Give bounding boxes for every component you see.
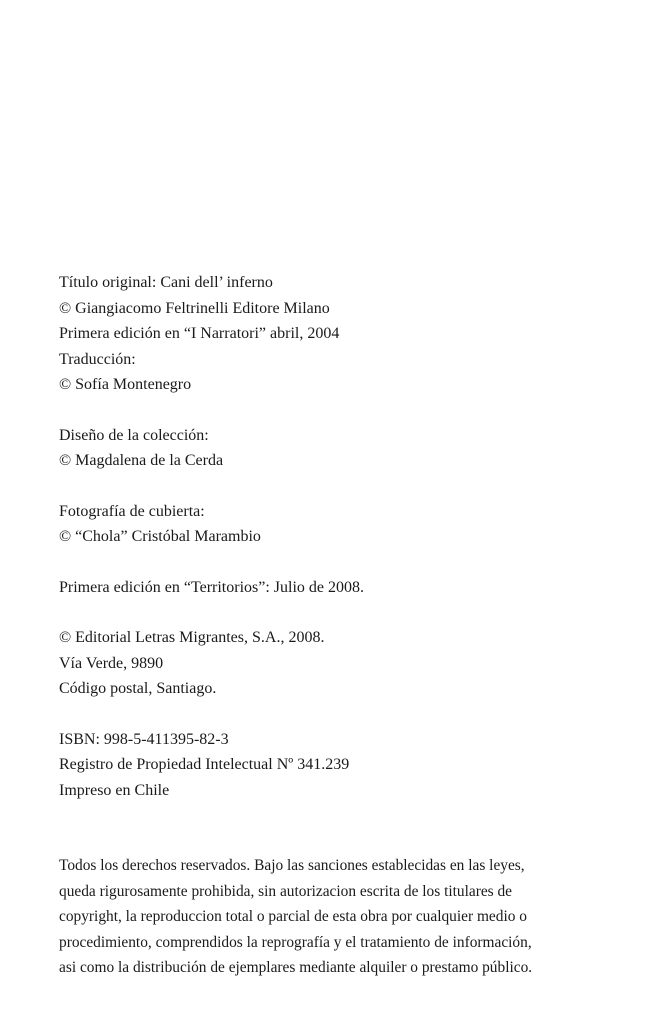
spacer	[59, 600, 619, 625]
spacer	[59, 398, 619, 423]
isbn-line: ISBN: 998-5-411395-82-3	[59, 730, 229, 748]
spacer	[59, 474, 619, 499]
original-copyright-line: © Giangiacomo Feltrinelli Editore Milano	[59, 299, 330, 317]
legal-line: asi como la distribución de ejemplares mediante alquiler o prestamo público.	[59, 959, 533, 976]
copyright-page	[59, 270, 619, 981]
spacer	[59, 550, 619, 575]
edition-block	[59, 575, 619, 601]
cover-photo-label: Fotografía de cubierta:	[59, 502, 205, 520]
territorios-edition-line: Primera edición en “Territorios”: Julio de 2008.	[59, 578, 365, 596]
publisher-block	[59, 625, 619, 702]
legal-line: procedimiento, comprendidos la reprografía y el tratamiento de información,	[59, 933, 532, 951]
publisher-copyright-line: © Editorial Letras Migrantes, S.A., 2008.	[59, 629, 325, 646]
translator-line: © Sofía Montenegro	[59, 376, 192, 393]
first-edition-line: Primera edición en “I Narratori” abril, 2004	[59, 325, 340, 342]
publisher-street-line: Vía Verde, 9890	[59, 654, 164, 672]
cover-photographer-line: © “Chola” Cristóbal Marambio	[59, 528, 261, 545]
publisher-postal-line: Código postal, Santiago.	[59, 680, 217, 697]
spacer	[59, 702, 619, 727]
intellectual-property-line: Registro de Propiedad Intelectual Nº 341.239	[59, 756, 350, 773]
rights-reserved-paragraph	[59, 853, 619, 981]
cover-photo-block	[59, 499, 619, 550]
legal-line: copyright, la reproduccion total o parcial de esta obra por cualquier medio o	[59, 908, 527, 925]
collection-design-label: Diseño de la colección:	[59, 426, 209, 444]
legal-line: Todos los derechos reservados. Bajo las sanciones establecidas en las leyes,	[59, 857, 525, 874]
collection-design-block	[59, 423, 619, 474]
legal-line: queda rigurosamente prohibida, sin autorizacion escrita de los titulares de	[59, 882, 513, 900]
original-title-line: Título original: Cani dell’ inferno	[59, 274, 273, 291]
registry-block	[59, 727, 619, 804]
translation-label: Traducción:	[59, 350, 136, 368]
original-credits-block	[59, 270, 619, 398]
collection-designer-line: © Magdalena de la Cerda	[59, 452, 224, 469]
spacer	[59, 803, 619, 853]
printed-in-line: Impreso en Chile	[59, 781, 170, 799]
